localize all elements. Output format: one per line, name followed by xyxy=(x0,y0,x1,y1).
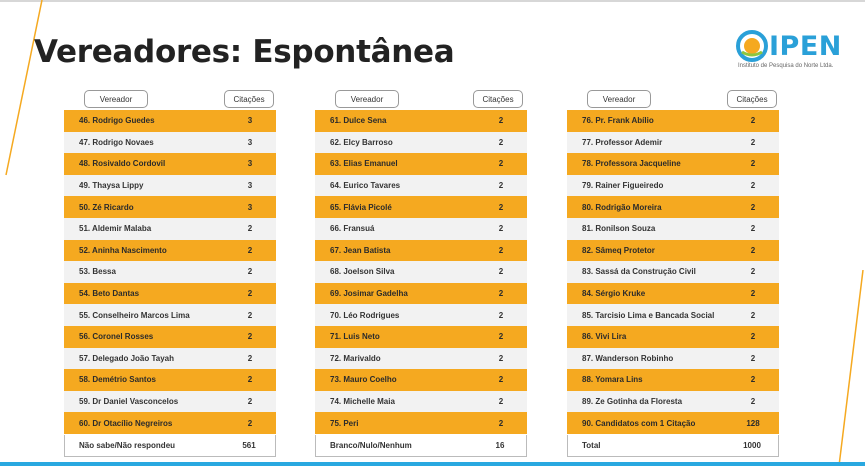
table-row xyxy=(567,175,779,197)
citacoes-count: 2 xyxy=(247,397,253,407)
table-row xyxy=(64,369,276,391)
citacoes-count: 2 xyxy=(247,310,253,320)
citacoes-count: 2 xyxy=(750,202,756,212)
citacoes-count: 2 xyxy=(750,181,756,191)
header-vereador: Vereador xyxy=(84,90,148,108)
citacoes-count: 2 xyxy=(750,289,756,299)
vereador-name: 81. Ronilson Souza xyxy=(582,224,656,234)
table-row xyxy=(315,283,527,305)
header-vereador: Vereador xyxy=(587,90,651,108)
table-row xyxy=(567,261,779,283)
table-row xyxy=(315,412,527,434)
table-row xyxy=(315,391,527,413)
footer-count: 16 xyxy=(495,440,505,450)
table-row xyxy=(567,304,779,326)
vereador-table-3 xyxy=(567,88,779,457)
vereador-name: 70. Léo Rodrigues xyxy=(330,310,400,320)
vereador-name: 47. Rodrigo Novaes xyxy=(79,137,154,147)
vereador-name: 79. Rainer Figueiredo xyxy=(582,181,664,191)
vereador-name: 57. Delegado João Tayah xyxy=(79,353,174,363)
footer-count: 1000 xyxy=(743,440,761,450)
vereador-name: 68. Joelson Silva xyxy=(330,267,395,277)
table-row xyxy=(64,132,276,154)
top-divider xyxy=(0,0,865,2)
vereador-name: 48. Rosivaldo Cordovil xyxy=(79,159,166,169)
vereador-name: 88. Yomara Lins xyxy=(582,375,643,385)
citacoes-count: 2 xyxy=(498,332,504,342)
table-header xyxy=(64,88,276,110)
table-row xyxy=(567,153,779,175)
vereador-name: 50. Zé Ricardo xyxy=(79,202,134,212)
table-footer-row xyxy=(315,435,527,457)
decorative-slash-right xyxy=(815,270,865,466)
table-row xyxy=(64,391,276,413)
citacoes-count: 2 xyxy=(750,159,756,169)
vereador-name: 52. Aninha Nascimento xyxy=(79,245,167,255)
vereador-name: 84. Sérgio Kruke xyxy=(582,289,646,299)
table-row xyxy=(567,218,779,240)
vereador-name: 65. Flávia Picolé xyxy=(330,202,392,212)
citacoes-count: 2 xyxy=(247,375,253,385)
table-row xyxy=(315,175,527,197)
table-row xyxy=(64,175,276,197)
table-row xyxy=(315,261,527,283)
citacoes-count: 2 xyxy=(750,332,756,342)
citacoes-count: 3 xyxy=(247,159,253,169)
citacoes-count: 2 xyxy=(750,245,756,255)
table-row xyxy=(64,283,276,305)
vereador-name: 67. Jean Batista xyxy=(330,245,391,255)
table-row xyxy=(64,110,276,132)
table-header xyxy=(315,88,527,110)
citacoes-count: 3 xyxy=(247,202,253,212)
table-header xyxy=(567,88,779,110)
vereador-name: 51. Aldemir Malaba xyxy=(79,224,152,234)
table-row xyxy=(315,196,527,218)
citacoes-count: 2 xyxy=(498,202,504,212)
table-row xyxy=(315,326,527,348)
table-row xyxy=(567,132,779,154)
table-row xyxy=(567,326,779,348)
bottom-divider xyxy=(0,462,865,466)
page-title: Vereadores: Espontânea xyxy=(34,34,455,70)
citacoes-count: 2 xyxy=(750,375,756,385)
citacoes-count: 2 xyxy=(750,353,756,363)
header-vereador: Vereador xyxy=(335,90,399,108)
table-row xyxy=(315,304,527,326)
vereador-name: 63. Elias Emanuel xyxy=(330,159,398,169)
vereador-name: 56. Coronel Rosses xyxy=(79,332,154,342)
header-citacoes: Citações xyxy=(473,90,523,108)
header-citacoes: Citações xyxy=(224,90,274,108)
vereador-name: 89. Ze Gotinha da Floresta xyxy=(582,397,683,407)
table-row xyxy=(567,369,779,391)
table-row xyxy=(64,153,276,175)
citacoes-count: 3 xyxy=(247,137,253,147)
table-row xyxy=(567,110,779,132)
citacoes-count: 2 xyxy=(247,245,253,255)
logo-name: IPEN xyxy=(769,30,842,62)
decorative-slash-left xyxy=(0,0,60,200)
vereador-name: 74. Michelle Maia xyxy=(330,397,395,407)
citacoes-count: 2 xyxy=(498,224,504,234)
vereador-name: 86. Vivi Lira xyxy=(582,332,627,342)
citacoes-count: 2 xyxy=(498,289,504,299)
citacoes-count: 2 xyxy=(498,310,504,320)
footer-count: 561 xyxy=(242,440,256,450)
vereador-name: 66. Fransuá xyxy=(330,224,375,234)
vereador-table-1 xyxy=(64,88,276,457)
table-footer-row xyxy=(64,435,276,457)
citacoes-count: 2 xyxy=(247,353,253,363)
footer-label: Não sabe/Não respondeu xyxy=(79,440,176,450)
footer-label: Branco/Nulo/Nenhum xyxy=(330,440,412,450)
logo-subtitle: Instituto de Pesquisa do Norte Ltda. xyxy=(738,63,834,69)
citacoes-count: 2 xyxy=(750,137,756,147)
table-row xyxy=(567,283,779,305)
vereador-name: 77. Professor Ademir xyxy=(582,137,663,147)
citacoes-count: 2 xyxy=(498,353,504,363)
footer-label: Total xyxy=(582,440,601,450)
citacoes-count: 2 xyxy=(750,224,756,234)
header-citacoes: Citações xyxy=(727,90,777,108)
table-row xyxy=(567,240,779,262)
logo-globe-icon xyxy=(736,30,768,62)
citacoes-count: 2 xyxy=(247,267,253,277)
vereador-name: 46. Rodrigo Guedes xyxy=(79,116,155,126)
vereador-name: 60. Dr Otacílio Negreiros xyxy=(79,418,173,428)
table-row xyxy=(64,261,276,283)
citacoes-count: 2 xyxy=(750,397,756,407)
table-row xyxy=(64,218,276,240)
citacoes-count: 2 xyxy=(750,267,756,277)
table-row xyxy=(315,348,527,370)
table-row xyxy=(315,153,527,175)
table-row xyxy=(64,326,276,348)
table-row xyxy=(64,348,276,370)
table-row xyxy=(64,412,276,434)
citacoes-count: 2 xyxy=(498,159,504,169)
vereador-name: 76. Pr. Frank Abílio xyxy=(582,116,654,126)
vereador-name: 49. Thaysa Lippy xyxy=(79,181,144,191)
vereador-name: 54. Beto Dantas xyxy=(79,289,140,299)
table-row xyxy=(567,348,779,370)
vereador-name: 90. Candidatos com 1 Citação xyxy=(582,418,696,428)
table-row xyxy=(315,218,527,240)
table-row xyxy=(567,412,779,434)
citacoes-count: 2 xyxy=(498,397,504,407)
table-row xyxy=(567,391,779,413)
vereador-name: 75. Peri xyxy=(330,418,359,428)
vereador-name: 87. Wanderson Robinho xyxy=(582,353,674,363)
vereador-name: 83. Sassá da Construção Civil xyxy=(582,267,696,277)
table-row xyxy=(64,304,276,326)
citacoes-count: 2 xyxy=(498,116,504,126)
vereador-name: 55. Conselheiro Marcos Lima xyxy=(79,310,190,320)
citacoes-count: 2 xyxy=(498,418,504,428)
vereador-name: 62. Elcy Barroso xyxy=(330,137,393,147)
citacoes-count: 2 xyxy=(247,418,253,428)
vereador-name: 78. Professora Jacqueline xyxy=(582,159,681,169)
citacoes-count: 2 xyxy=(750,310,756,320)
table-row xyxy=(567,196,779,218)
vereador-name: 71. Luis Neto xyxy=(330,332,380,342)
vereador-name: 82. Sâmeq Protetor xyxy=(582,245,655,255)
citacoes-count: 2 xyxy=(247,289,253,299)
table-row xyxy=(64,196,276,218)
vereador-name: 59. Dr Daniel Vasconcelos xyxy=(79,397,179,407)
citacoes-count: 3 xyxy=(247,116,253,126)
vereador-name: 80. Rodrigão Moreira xyxy=(582,202,662,212)
citacoes-count: 2 xyxy=(498,267,504,277)
table-row xyxy=(315,132,527,154)
citacoes-count: 2 xyxy=(498,137,504,147)
vereador-name: 58. Demétrio Santos xyxy=(79,375,156,385)
table-row xyxy=(64,240,276,262)
table-footer-row xyxy=(567,435,779,457)
citacoes-count: 2 xyxy=(247,224,253,234)
ipen-logo xyxy=(736,30,848,74)
citacoes-count: 2 xyxy=(247,332,253,342)
vereador-name: 53. Bessa xyxy=(79,267,116,277)
citacoes-count: 3 xyxy=(247,181,253,191)
citacoes-count: 2 xyxy=(498,245,504,255)
citacoes-count: 2 xyxy=(498,375,504,385)
vereador-name: 61. Dulce Sena xyxy=(330,116,387,126)
citacoes-count: 2 xyxy=(750,116,756,126)
vereador-name: 64. Eurico Tavares xyxy=(330,181,401,191)
citacoes-count: 128 xyxy=(746,418,760,428)
table-row xyxy=(315,369,527,391)
vereador-name: 73. Mauro Coelho xyxy=(330,375,397,385)
vereador-table-2 xyxy=(315,88,527,457)
vereador-name: 72. Marivaldo xyxy=(330,353,381,363)
vereador-name: 85. Tarcisio Lima e Bancada Social xyxy=(582,310,715,320)
citacoes-count: 2 xyxy=(498,181,504,191)
vereador-name: 69. Josimar Gadelha xyxy=(330,289,408,299)
table-row xyxy=(315,110,527,132)
table-row xyxy=(315,240,527,262)
